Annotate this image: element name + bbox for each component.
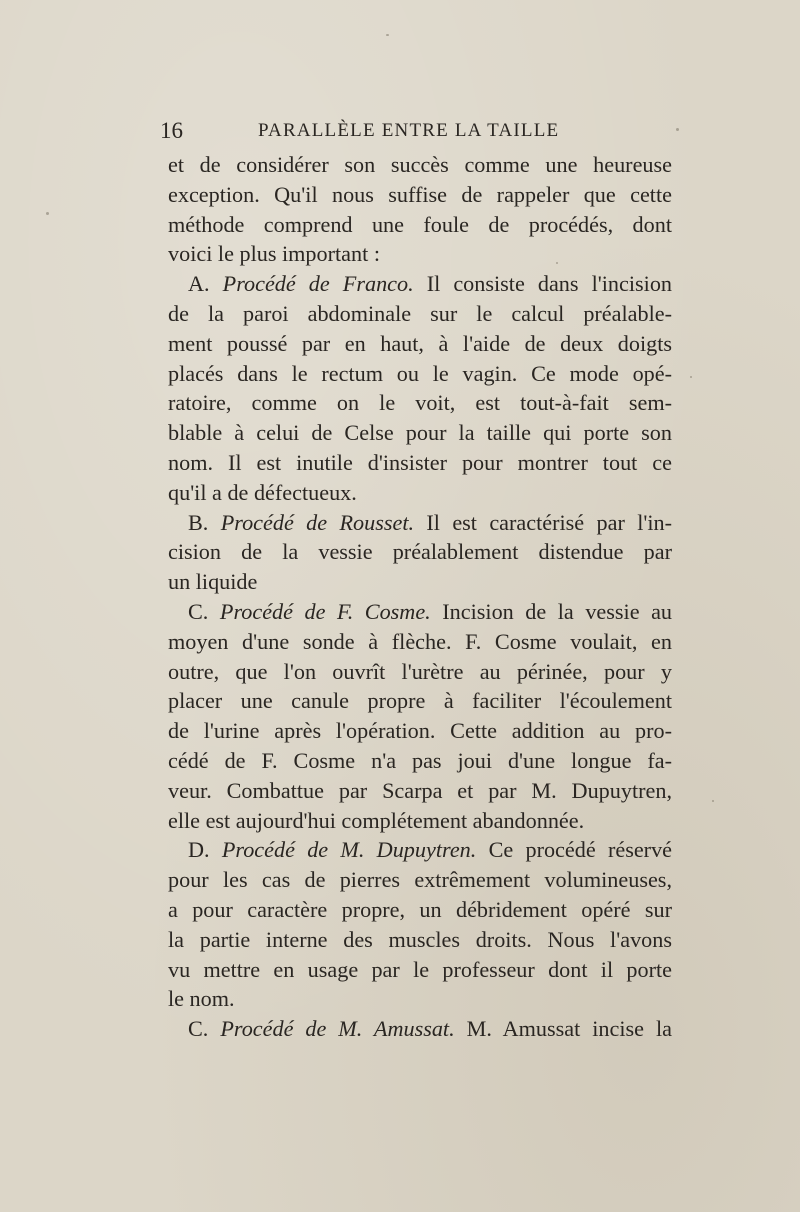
text-line: elle est aujourd'hui complétement abandonnée.: [168, 807, 585, 833]
text-line: de la paroi abdominale sur le calcul préalable-: [168, 300, 672, 326]
procedure-b-heading: [168, 508, 672, 538]
procedure-marker: D.: [188, 837, 210, 863]
text-line: blable à celui de Celse pour la taille qui porte son: [168, 420, 672, 446]
procedure-d-heading: [168, 835, 672, 865]
procedure-name: Procédé de Franco.: [222, 271, 414, 297]
procedure-marker: C.: [188, 598, 209, 624]
procedure-c-heading: [168, 597, 672, 627]
paper-speck: [386, 34, 389, 36]
text-line: cédé de F. Cosme n'a pas joui d'une longue fa-: [168, 747, 672, 773]
paper-speck: [690, 376, 692, 378]
procedure-name: Procédé de F. Cosme.: [219, 598, 431, 624]
procedure-text: Incision de la vessie au: [442, 598, 673, 624]
text-line: placés dans le rectum ou le vagin. Ce mode opé-: [168, 360, 672, 386]
text-line: nom. Il est inutile d'insister pour montrer tout ce: [168, 449, 672, 475]
procedure-text: Il est caractérisé par l'in-: [426, 509, 673, 535]
text-line: moyen d'une sonde à flèche. F. Cosme voulait, en: [168, 628, 672, 654]
text-line: exception. Qu'il nous suffise de rappeler que cette: [168, 181, 672, 207]
text-line: ratoire, comme on le voit, est tout-à-fait sem-: [168, 390, 672, 416]
body-text: [168, 150, 672, 1044]
procedure-a-heading: [168, 269, 672, 299]
text-line: et de considérer son succès comme une heureuse: [168, 152, 672, 177]
text-line: le nom.: [168, 986, 235, 1012]
text-line: méthode comprend une foule de procédés, dont: [168, 211, 672, 237]
procedure-text: M. Amussat incise la: [466, 1016, 672, 1042]
paper-speck: [676, 128, 679, 131]
running-title: PARALLÈLE ENTRE LA TAILLE: [258, 120, 560, 141]
text-line: a pour caractère propre, un débridement opéré sur: [168, 896, 672, 922]
procedure-text: Il consiste dans l'incision: [426, 271, 673, 297]
text-line: de l'urine après l'opération. Cette addition au pro-: [168, 718, 672, 744]
text-line: qu'il a de défectueux.: [168, 479, 357, 505]
page-number: 16: [160, 118, 183, 143]
text-line: vu mettre en usage par le professeur dont il porte: [168, 956, 672, 982]
procedure-name: Procédé de M. Dupuytren.: [221, 837, 477, 863]
procedure-e-heading: [168, 1014, 672, 1044]
procedure-marker: C.: [188, 1016, 209, 1042]
paper-speck: [712, 800, 714, 802]
text-line: un liquide: [168, 569, 258, 595]
text-line: outre, que l'on ouvrît l'urètre au périnée, pour y: [168, 658, 672, 684]
text-line: voici le plus important :: [168, 241, 380, 267]
text-line: placer une canule propre à faciliter l'écoulement: [168, 688, 672, 714]
procedure-marker: A.: [188, 271, 210, 297]
procedure-marker: B.: [188, 509, 209, 535]
procedure-text: Ce procédé réservé: [488, 837, 673, 863]
procedure-name: Procédé de M. Amussat.: [220, 1016, 455, 1042]
procedure-name: Procédé de Rousset.: [220, 509, 415, 535]
text-line: ment poussé par en haut, à l'aide de deux doigts: [168, 330, 672, 356]
page-header: [160, 118, 680, 146]
text-line: pour les cas de pierres extrêmement volumineuses,: [168, 867, 672, 893]
paper-speck: [46, 212, 49, 215]
text-line: la partie interne des muscles droits. Nous l'avons: [168, 926, 672, 952]
paper-speck: [556, 262, 558, 264]
text-line: veur. Combattue par Scarpa et par M. Dupuytren,: [168, 777, 672, 803]
text-line: cision de la vessie préalablement distendue par: [168, 539, 672, 565]
